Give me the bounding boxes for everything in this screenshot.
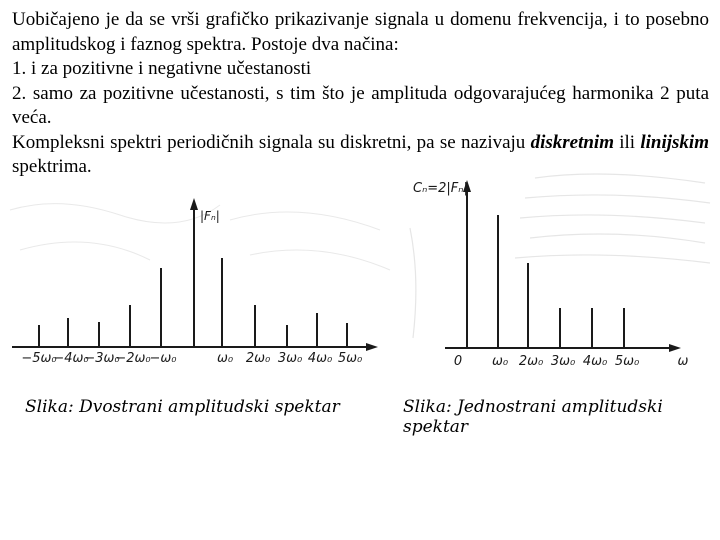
tick-pos2: 2ω₀ — [245, 351, 271, 366]
left-ylabel: |Fₙ| — [200, 209, 220, 223]
intro-paragraph: Uobičajeno je da se vrši grafičko prikazivanje signala u domenu frekvencija, i to posebno amplitudskog i faznog spektra. Postoje dva načina: — [12, 9, 709, 55]
list-item-2: 2. samo za pozitivne učestanosti, s tim što je amplituda odgovarajućeg harmonika 2 puta veća. — [12, 82, 709, 128]
left-x-axis-arrow — [366, 343, 378, 351]
right-x-axis-arrow — [669, 344, 681, 352]
rtick-origin: 0 — [453, 354, 463, 369]
tick-neg4: −4ω₀ — [53, 351, 89, 366]
spectra-text-start: Kompleksni spektri periodičnih signala su diskretni, pa se nazivaju — [12, 131, 531, 153]
spectra-text-end: spektrima. — [12, 156, 92, 177]
tick-pos3: 3ω₀ — [277, 351, 303, 366]
left-y-axis-arrow — [190, 198, 198, 210]
two-sided-spectrum-figure — [0, 190, 400, 380]
list-item-1: 1. i za pozitivne i negativne učestanosti — [12, 58, 312, 79]
raxis-label: ω — [677, 354, 689, 369]
rtick-3: 3ω₀ — [550, 354, 576, 369]
right-ylabel: Cₙ=2|Fₙ| — [413, 181, 468, 196]
tick-neg2: −2ω₀ — [115, 351, 151, 366]
rtick-2: 2ω₀ — [518, 354, 544, 369]
rtick-4: 4ω₀ — [582, 354, 608, 369]
caption-two-sided: Slika: Dvostrani amplitudski spektar — [25, 397, 340, 417]
tick-pos1: ω₀ — [216, 351, 234, 366]
tick-neg3: −3ω₀ — [84, 351, 120, 366]
right-tick-labels — [454, 354, 689, 369]
one-sided-spectrum-figure — [405, 168, 720, 383]
tick-neg5: −5ω₀ — [21, 351, 57, 366]
spectra-text-mid: ili — [613, 131, 641, 153]
left-tick-labels — [21, 351, 363, 366]
tick-neg1: −ω₀ — [149, 351, 177, 366]
tick-pos4: 4ω₀ — [307, 351, 333, 366]
rtick-5: 5ω₀ — [614, 354, 640, 369]
tick-pos5: 5ω₀ — [337, 351, 363, 366]
term-discrete: diskretnim — [530, 131, 614, 153]
rtick-1: ω₀ — [491, 354, 509, 369]
body-text — [12, 8, 709, 180]
caption-one-sided: Slika: Jednostrani amplitudski spektar — [403, 397, 663, 437]
term-line: linijskim — [640, 131, 709, 153]
